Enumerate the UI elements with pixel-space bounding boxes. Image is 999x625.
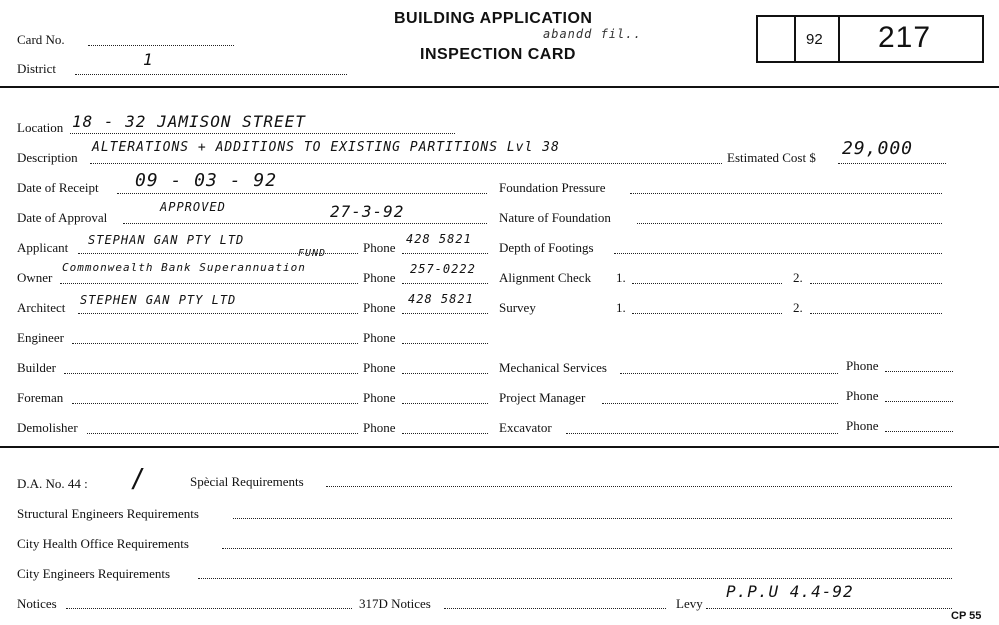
alignment-1-label: 1. — [616, 270, 626, 285]
mechanical-services-line — [620, 373, 838, 374]
notices-317d-line — [444, 608, 666, 609]
special-requirements-label: Spècial Requirements — [190, 474, 304, 489]
approval-status: APPROVED — [160, 200, 226, 214]
project-manager-label: Project Manager — [499, 390, 586, 405]
engineer-phone-line — [402, 343, 488, 344]
survey-1-line — [632, 313, 782, 314]
city-engineers-line — [198, 578, 952, 579]
foreman-phone-label: Phone — [363, 390, 396, 405]
form-title-line2: INSPECTION CARD — [420, 46, 576, 63]
form-code: CP 55 — [951, 610, 982, 622]
levy-line — [706, 608, 952, 609]
mechanical-services-label: Mechanical Services — [499, 360, 607, 375]
excavator-label: Excavator — [499, 420, 552, 435]
location-label: Location — [17, 120, 64, 135]
description-line — [90, 163, 722, 164]
builder-phone-line — [402, 373, 488, 374]
survey-2-label: 2. — [793, 300, 803, 315]
applicant-phone-line — [402, 253, 488, 254]
box-large-number: 217 — [878, 21, 932, 54]
project-manager-line — [602, 403, 838, 404]
description-label: Description — [17, 150, 78, 165]
date-receipt-label: Date of Receipt — [17, 180, 99, 195]
approval-date: 27-3-92 — [330, 202, 405, 221]
structural-requirements-label: Structural Engineers Requirements — [17, 506, 199, 521]
architect-phone-label: Phone — [363, 300, 396, 315]
foreman-label: Foreman — [17, 390, 64, 405]
form-title-line1: BUILDING APPLICATION — [394, 10, 593, 27]
date-receipt-value: 09 - 03 - 92 — [135, 170, 278, 191]
applicant-value: STEPHAN GAN PTY LTD — [88, 233, 245, 247]
excavator-phone-line — [885, 431, 953, 432]
applicant-phone-label: Phone — [363, 240, 396, 255]
district-value: 1 — [143, 50, 154, 69]
applicant-label: Applicant — [17, 240, 69, 255]
alignment-2-line — [810, 283, 942, 284]
demolisher-phone-line — [402, 433, 488, 434]
survey-label: Survey — [499, 300, 536, 315]
demolisher-line — [87, 433, 358, 434]
builder-phone-label: Phone — [363, 360, 396, 375]
owner-phone-label: Phone — [363, 270, 396, 285]
survey-1-label: 1. — [616, 300, 626, 315]
city-engineers-label: City Engineers Requirements — [17, 566, 171, 581]
district-line — [75, 74, 347, 75]
project-manager-phone-line — [885, 401, 953, 402]
card-number-box — [756, 15, 984, 63]
date-approval-line — [123, 223, 487, 224]
excavator-phone-label: Phone — [846, 418, 879, 433]
project-manager-phone-label: Phone — [846, 388, 879, 403]
depth-footings-label: Depth of Footings — [499, 240, 594, 255]
architect-phone: 428 5821 — [408, 292, 474, 306]
date-receipt-line — [117, 193, 487, 194]
header-divider — [0, 86, 999, 88]
foundation-pressure-label: Foundation Pressure — [499, 180, 606, 195]
owner-line — [60, 283, 358, 284]
levy-value: P.P.U 4.4-92 — [726, 582, 854, 601]
alignment-2-label: 2. — [793, 270, 803, 285]
notices-label: Notices — [17, 596, 57, 611]
excavator-line — [566, 433, 838, 434]
district-label: District — [17, 61, 56, 76]
card-no-label: Card No. — [17, 32, 65, 47]
demolisher-label: Demolisher — [17, 420, 78, 435]
nature-foundation-line — [637, 223, 942, 224]
foreman-phone-line — [402, 403, 488, 404]
builder-label: Builder — [17, 360, 56, 375]
depth-footings-line — [614, 253, 942, 254]
owner-phone: 257-0222 — [410, 262, 476, 276]
box-cell-small — [796, 17, 840, 61]
box-cell-blank — [758, 17, 796, 61]
estimated-cost-line — [838, 163, 946, 164]
mechanical-phone-label: Phone — [846, 358, 879, 373]
survey-2-line — [810, 313, 942, 314]
builder-line — [64, 373, 358, 374]
location-value: 18 - 32 JAMISON STREET — [72, 112, 306, 131]
estimated-cost-value: 29,000 — [842, 138, 914, 159]
health-requirements-label: City Health Office Requirements — [17, 536, 189, 551]
description-value: ALTERATIONS + ADDITIONS TO EXISTING PARTITIONS Lvl 38 — [92, 140, 560, 155]
structural-requirements-line — [233, 518, 952, 519]
box-small-number: 92 — [806, 31, 823, 48]
applicant-phone: 428 5821 — [406, 232, 472, 246]
health-requirements-line — [222, 548, 952, 549]
engineer-phone-label: Phone — [363, 330, 396, 345]
estimated-cost-label: Estimated Cost $ — [727, 150, 816, 165]
levy-label: Levy — [676, 596, 703, 611]
special-requirements-line — [326, 486, 952, 487]
da-number-label: D.A. No. 44 : — [17, 476, 88, 491]
date-approval-label: Date of Approval — [17, 210, 108, 225]
location-line — [70, 133, 455, 134]
demolisher-phone-label: Phone — [363, 420, 396, 435]
foundation-pressure-line — [630, 193, 942, 194]
title-handwritten-note: abandd fil.. — [543, 27, 642, 41]
architect-label: Architect — [17, 300, 66, 315]
notices-line — [66, 608, 352, 609]
requirements-divider — [0, 446, 999, 448]
architect-line — [78, 313, 358, 314]
notices-317d-label: 317D Notices — [359, 596, 431, 611]
foreman-line — [72, 403, 358, 404]
architect-value: STEPHEN GAN PTY LTD — [80, 293, 237, 307]
alignment-check-label: Alignment Check — [499, 270, 592, 285]
architect-phone-line — [402, 313, 488, 314]
owner-label: Owner — [17, 270, 53, 285]
alignment-1-line — [632, 283, 782, 284]
owner-value: Commonwealth Bank Superannuation — [62, 261, 306, 274]
da-number-value: / — [130, 464, 147, 494]
engineer-label: Engineer — [17, 330, 64, 345]
engineer-line — [72, 343, 358, 344]
owner-note: FUND — [298, 248, 327, 259]
owner-phone-line — [402, 283, 488, 284]
nature-foundation-label: Nature of Foundation — [499, 210, 611, 225]
card-no-line — [88, 45, 234, 46]
mechanical-phone-line — [885, 371, 953, 372]
